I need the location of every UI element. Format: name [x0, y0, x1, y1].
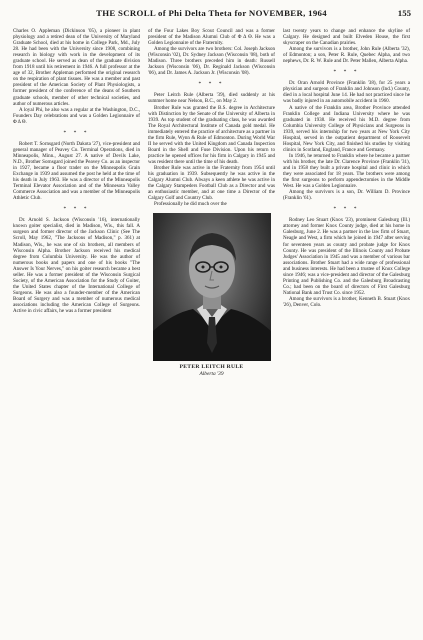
obituary-rule-fraternity: Brother Rule was active in the Fraternity from 1954 until his graduation in 1939. Subsequently he was active in the Calgary Alumni Club. Always a keen athlete he was active in the Calgary Stampeders Football Club as a Director and was an enthusiastic member, and at one time a Director of the Calgary Golf and Country Club. [148, 164, 275, 202]
obituary-rule-education: Brother Rule was granted the B.S. degree in Architecture with Distinction by the Senate of the University of Alberta in 1939. As top student of the graduating class, he was awarded The Royal Architectural Institute of Canada gold medal. He immediately entered the practice of architecture as a partner in the firm Rule, Wynn & Rule of Edmonton. During World War II he served with the United Kingdom and Canada Inspection Board in the Shell and Fuse Division. Upon his return to practice he opened offices for his firm in Calgary in 1945 and was resident there until the time of his death. [148, 104, 275, 165]
section-separator: * * * [198, 81, 225, 88]
page-number: 155 [397, 8, 411, 18]
column-3 [283, 28, 410, 308]
column-1 [13, 28, 140, 314]
obituary-jackson-survivors: Among the survivors are two brothers: Col. Joseph Jackson (Wisconsin '02), Dr. Sydney Jackson (Wisconsin '08), both of Madison. Three brothers preceded him in death: Russell Jackson (Wisconsin '06), Dr. Reginald Jackson (Wisconsin '06), and Dr. James A. Jackson Jr. (Wisconsin '08). [148, 46, 275, 77]
obituary-rule-professional: Professionally he did much over the [154, 201, 227, 208]
obituary-stuart: Rodney Leo Stuart (Knox '23), prominent Galesburg (Ill.) attorney and former Knox County judge, died at his home in Galesburg, June 2. He was a partner in the law firm of Stuart, Neagle and West, a firm which he joined in 1947 after serving for seventeen years as county and probate judge for Knox County. He was president of the Illinois County and Probate Judges' Association in 1945 and was a member of various bar associations. Brother Stuart had a wide range of professional and business interests. He had been a trustee of Knox College since 1946; was a vice-president and director of the Galesburg Printing and Publishing Co. and the Galesburg Broadcasting Co.; had been on the board of directors of First Galesburg National Bank and Trust Co. since 1952. [283, 217, 410, 296]
section-separator: * * * [63, 129, 90, 136]
obituary-jackson: Dr. Arnold S. Jackson (Wisconsin '16), internationally known goiter specialist, died in Madison, Wis., this fall. A surgeon and former director of the Jackson Clinic (See The Scroll, May 1962, "The Jacksons of Madison," p. 361) at Madison, Wis., he was one of six brothers, all members of Wisconsin Alpha. Brother Jackson received his medical degree from Columbia University. He was the author of numerous books and papers and one of his books "The Answer Is Your Nerves," on his goiter research became a best seller. He was a former president of the Wisconsin Surgical Society, of the American Association for the Study of Goiter, the United States chapter of the International College of Surgeons. He was also a founder-member of the American Board of Surgery and was a member of numerous medical associations including the American College of Surgeons. Active in civic affairs, he was a former president [13, 217, 140, 315]
obituary-appleman-cont: A loyal Phi, he also was a regular at the Washington, D.C., Founders Day celebrations and was a Golden Legionnaire of Φ Δ Θ. [13, 106, 140, 125]
obituary-stuart-survivors: Among the survivors is a brother, Kenneth B. Stuart (Knox '26), Denver, Colo. [283, 295, 410, 308]
obituary-jackson-cont: of the Four Lakes Boy Scout Council and was a former president of the Madison Alumni Club of Φ Δ Θ. He was a Golden Legionnaire of the Fraternity. [148, 28, 275, 47]
obituary-province-career: A native of the Franklin area, Brother Province attended Franklin College and Indiana University where he was graduated in 1938. He received his M.D. degree from Columbia University College of Physicians and Surgeons in 1939, served his internship for two years at New York City Hospital, served in the outpatient department of Roosevelt Hospital, New York City, and finished his studies by visiting clinics in Scotland, England, France and Germany. [283, 104, 410, 153]
obituary-appleman: Charles O. Appleman (Dickinson '05), a pioneer in plant physiology and a retired dean of the University of Maryland Graduate School, died at his home in College Park, Md., July 28. He had been with the University since 1908, combining research in biology with work in the development of its graduate school. He served as dean of the graduate division from 1918 until his retirement in 1946. A full professor at the age of 32, Brother Appleman performed the original research on the respiration of plant tissues. He was a member and past president of the American Society of Plant Physiologists, a former president of the conference of the deans of Southern graduate schools, member of other technical societies, and author of numerous articles. [13, 28, 140, 107]
portrait-figure [148, 213, 275, 377]
section-separator: * * * [333, 206, 360, 213]
obituary-rule-cont: last twenty years to change and enhance the skyline of Calgary. He designed and built Elveden House, the first skyscraper on the Canadian prairies. [283, 28, 410, 47]
portrait-photo [153, 213, 271, 361]
running-title: THE SCROLL of Phi Delta Theta for NOVEMBER, 1964 [96, 8, 327, 18]
obituary-rule: Peter Leitch Rule (Alberta '39), died suddenly at his summer home near Nelson, B.C., on May 2. [148, 92, 275, 105]
obituary-sornsgard: Robert T. Sornsgard (North Dakota '27), vice-president and general manager of Peavey Co. Terminal Operations, died in Minneapolis, Minn., August 27. A native of Devils Lake, N.D., Brother Sornsgard joined the Peavey Co. as an inspector in 1927, became a floor trader on the Minneapolis Grain Exchange in 1939 and assumed the post he held at the time of his death in July 1963. He was a director of the Minneapolis Terminal Elevator Association and of the Minnesota Valley Commerce Association and was a member of the Minneapolis Athletic Club. [13, 140, 140, 202]
section-separator: * * * [333, 69, 360, 76]
obituary-province: Dr. Oran Arnold Province (Franklin '38), for 25 years a physician and surgeon of Franklin and Johnson (Ind.) County, died in a local hospital June 14. He had not practiced since he was badly injured in an automobile accident in 1960. [283, 80, 410, 105]
portrait-caption: PETER LEITCH RULE [179, 364, 244, 371]
obituary-rule-survivors: Among the survivors is a brother, John Rule (Alberta '32), of Edmonton; a son, Peter R. Rule, Quebec Alpha, and two nephews, Dr. R. W. Rule and Dr. Peter Mallen, Alberta Alpha. [283, 46, 410, 65]
obituary-province-survivors: Among the survivors is a son, Dr. William D. Province (Franklin '61). [283, 189, 410, 202]
portrait-subcaption: Alberta '39 [199, 371, 224, 378]
section-separator: * * * [63, 206, 90, 213]
column-2 [148, 28, 275, 377]
obituary-province-franklin: In 1946, he returned to Franklin where he became a partner with his brother, the late Dr. Clarence Province (Franklin '31), and in 1958 they built a private hospital and clinic in which they were associated for 18 years. The brothers were among the first surgeons to perform appendectomies in the Middle West. He was a Golden Legionnaire. [283, 152, 410, 190]
portrait-illustration [153, 213, 271, 361]
page-header [10, 8, 413, 22]
